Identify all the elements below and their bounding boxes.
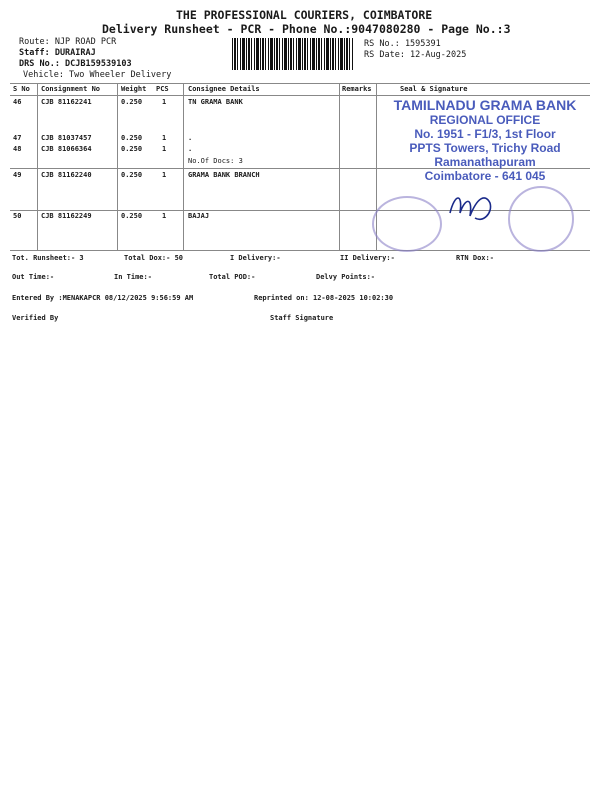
tot-runsheet: Tot. Runsheet:- 3 — [12, 254, 84, 262]
weight: 0.250 — [121, 134, 143, 142]
i-delivery: I Delivery:- — [230, 254, 281, 262]
consignment-no: CJB 81066364 — [41, 145, 92, 153]
rs-date: RS Date: 12-Aug-2025 — [364, 50, 467, 60]
verified-by: Verified By — [12, 314, 59, 322]
pcs: 1 — [162, 212, 167, 220]
sno: 49 — [13, 171, 22, 179]
consignment-no: CJB 81037457 — [41, 134, 92, 142]
vehicle: Vehicle: Two Wheeler Delivery — [23, 70, 172, 80]
consignee: . — [188, 134, 193, 142]
sno: 47 — [13, 134, 22, 142]
runsheet-subtitle: Delivery Runsheet - PCR - Phone No.:9047080280 - Page No.:3 — [102, 22, 511, 36]
reprinted-on: Reprinted on: 12-08-2025 10:02:30 — [254, 294, 394, 302]
weight: 0.250 — [121, 145, 143, 153]
weight: 0.250 — [121, 212, 143, 220]
ii-delivery: II Delivery:- — [340, 254, 395, 262]
col-consignment: Consignment No — [41, 85, 101, 93]
pcs: 1 — [162, 145, 167, 153]
col-seal-signature: Seal & Signature — [400, 85, 468, 93]
sno: 46 — [13, 98, 22, 106]
consignee: BAJAJ — [188, 212, 210, 220]
staff-signature: Staff Signature — [270, 314, 334, 322]
consignee: TN GRAMA BANK — [188, 98, 243, 106]
rs-number: RS No.: 1595391 — [364, 39, 441, 49]
docs-count: No.Of Docs: 3 — [188, 157, 243, 165]
sno: 48 — [13, 145, 22, 153]
delvy-points: Delvy Points:- — [316, 273, 376, 281]
stamp-line: Ramanathapuram — [434, 155, 536, 169]
consignee: . — [188, 145, 193, 153]
total-pod: Total POD:- — [209, 273, 256, 281]
col-remarks: Remarks — [342, 85, 372, 93]
drs-number: DRS No.: DCJB159539103 — [19, 59, 132, 69]
signature — [445, 188, 505, 228]
pcs: 1 — [162, 98, 167, 106]
out-time: Out Time:- — [12, 273, 55, 281]
staff: Staff: DURAIRAJ — [19, 48, 96, 58]
pcs: 1 — [162, 171, 167, 179]
consignee: GRAMA BANK BRANCH — [188, 171, 260, 179]
rtn-dox: RTN Dox:- — [456, 254, 494, 262]
entered-by: Entered By :MENAKAPCR 08/12/2025 9:56:59 AM — [12, 294, 194, 302]
sno: 50 — [13, 212, 22, 220]
stamp-line: REGIONAL OFFICE — [429, 113, 541, 127]
total-dox: Total Dox:- 50 — [124, 254, 184, 262]
col-sno: S No — [13, 85, 30, 93]
weight: 0.250 — [121, 171, 143, 179]
col-weight: Weight — [121, 85, 147, 93]
barcode — [232, 38, 354, 70]
round-seal — [372, 196, 442, 252]
consignment-no: CJB 81162249 — [41, 212, 92, 220]
stamp-line: PPTS Towers, Trichy Road — [409, 141, 561, 155]
in-time: In Time:- — [114, 273, 152, 281]
company-title: THE PROFESSIONAL COURIERS, COIMBATORE — [176, 8, 433, 22]
consignment-no: CJB 81162241 — [41, 98, 92, 106]
stamp-line: No. 1951 - F1/3, 1st Floor — [414, 127, 556, 141]
stamp-line: TAMILNADU GRAMA BANK — [393, 97, 577, 113]
route: Route: NJP ROAD PCR — [19, 37, 117, 47]
col-consignee: Consignee Details — [188, 85, 260, 93]
pcs: 1 — [162, 134, 167, 142]
consignment-no: CJB 81162240 — [41, 171, 92, 179]
weight: 0.250 — [121, 98, 143, 106]
round-seal — [508, 186, 574, 252]
col-pcs: PCS — [156, 85, 169, 93]
stamp-line: Coimbatore - 641 045 — [424, 169, 546, 183]
